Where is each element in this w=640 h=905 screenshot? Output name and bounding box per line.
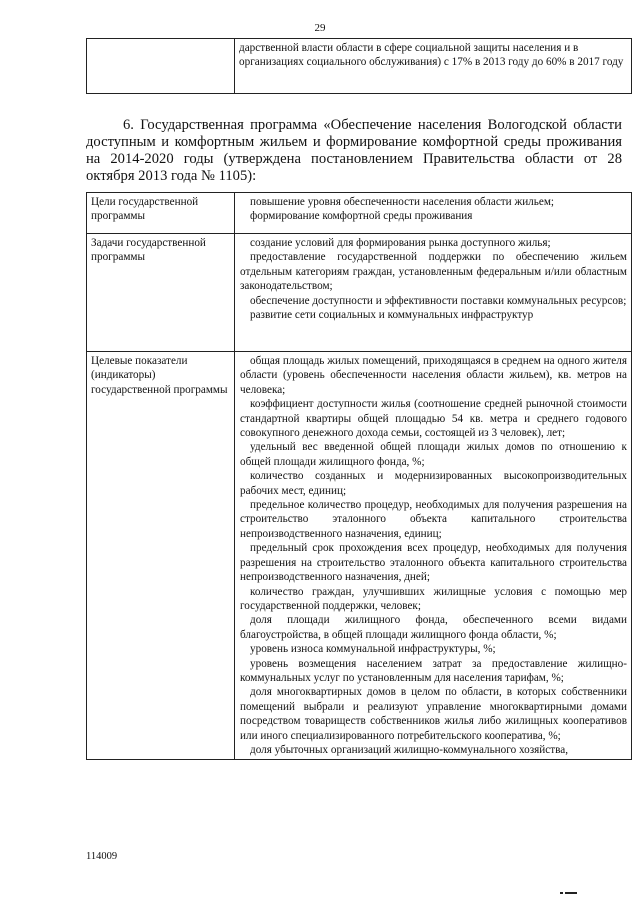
list-item: доля многоквартирных домов в целом по области, в которых собственники помещений выбрали и реализуют управление многоквартирными домами посредством товариществ собственников жилья либо жилищных кооперативов или иного специализированного потребительского кооператива, %; (240, 686, 627, 742)
list-item: повышение уровня обеспеченности населения области жильем; (250, 196, 555, 208)
list-item: обеспечение доступности и эффективности поставки коммунальных ресурсов; (250, 294, 627, 307)
list-item: доля убыточных организаций жилищно-коммунального хозяйства, (250, 743, 569, 756)
page-number: 29 (314, 22, 326, 34)
table-cell-text: дарственной власти области в сфере социальной защиты населения и в организациях социального обслуживания) с 17% в 2013 году до 60% в 2017 году (235, 39, 632, 94)
list-item: общая площадь жилых помещений, приходящаяся в среднем на одного жителя области (уровень обеспеченности населения области жильем), кв. метров на человека; (240, 355, 627, 396)
list-item: предельное количество процедур, необходимых для получения разрешения на строительство эталонного объекта капитального строительства непроизводственного назначения, единиц; (240, 499, 627, 540)
row-label: Целевые показатели (индикаторы) государственной программы (87, 352, 235, 760)
list-item: коэффициент доступности жилья (соотношение средней рыночной стоимости стандартной квартиры общей площадью 54 кв. метра и среднего годового совокупного денежного дохода семьи, состоящей из 3 человек), лет; (240, 398, 627, 440)
program-table (86, 192, 632, 760)
table-cell-label (87, 39, 235, 94)
continuation-table (86, 38, 632, 94)
scan-mark (560, 884, 580, 888)
footer-code: 114009 (86, 851, 118, 862)
list-item: уровень возмещения населением затрат за предоставление жилищно-коммунальных услуг по установленным для населения тарифам, %; (240, 657, 627, 684)
row-content (235, 193, 632, 234)
row-content (235, 234, 632, 352)
table-row-indicators (87, 352, 632, 760)
table-row-goals (87, 193, 632, 234)
row-content (235, 352, 632, 760)
list-item: уровень износа коммунальной инфраструктуры, %; (250, 643, 496, 656)
list-item: формирование комфортной среды проживания (250, 210, 473, 223)
section-heading: 6. Государственная программа «Обеспечение населения Вологодской области доступным и комфортным жильем и формирование комфортной среды проживания на 2014-2020 годы (утверждена постановлением Правительства области от 28 октября 2013 года № 1105): (86, 117, 622, 184)
row-label: Цели государственной программы (87, 193, 235, 234)
list-item: развитие сети социальных и коммунальных инфраструктур (250, 309, 534, 322)
list-item: количество созданных и модернизированных высокопроизводительных рабочих мест, единиц; (240, 470, 627, 497)
scan-mark-dash (560, 892, 563, 894)
list-item: доля площади жилищного фонда, обеспеченного всеми видами благоустройства, в общей площади жилищного фонда области, %; (240, 614, 627, 641)
table-row (87, 39, 632, 94)
list-item: создание условий для формирования рынка доступного жилья; (250, 237, 551, 249)
list-item: удельный вес введенной общей площади жилых домов по отношению к общей площади жилищного фонда, %; (240, 441, 627, 468)
table-row-tasks (87, 234, 632, 352)
list-item: предельный срок прохождения всех процедур, необходимых для получения разрешения на строительство эталонного объекта капитального строительства непроизводственного назначения, дней; (240, 542, 627, 584)
list-item: предоставление государственной поддержки по обеспечению жильем отдельным категориям граждан, установленным федеральным и/или областным законодательством; (240, 251, 627, 293)
scan-mark-dash (565, 892, 577, 894)
row-label: Задачи государственной программы (87, 234, 235, 352)
list-item: количество граждан, улучшивших жилищные условия с помощью мер государственной поддержки, человек; (240, 585, 627, 612)
